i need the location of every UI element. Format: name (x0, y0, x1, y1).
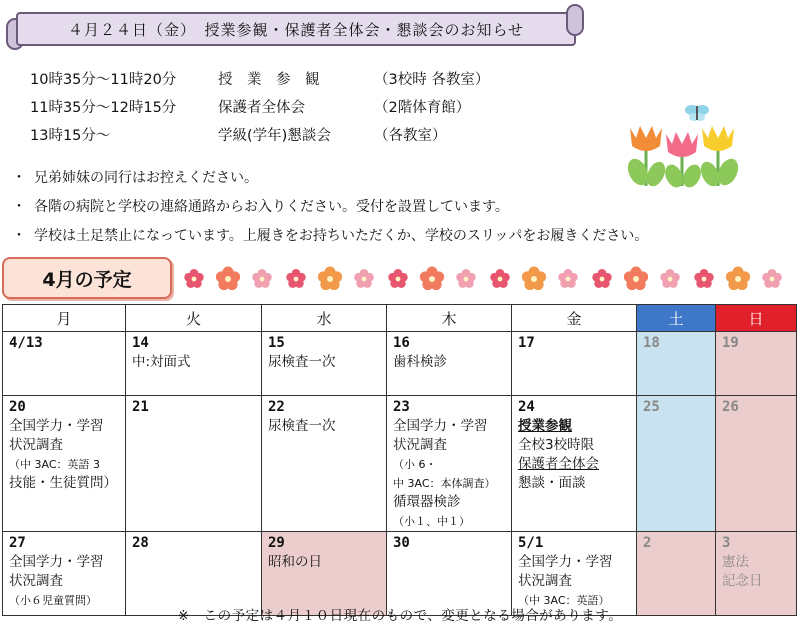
event-line: 全国学力・学習 (393, 418, 488, 434)
day-number: 25 (643, 399, 660, 415)
schedule-row (30, 94, 489, 122)
note-item (12, 222, 648, 251)
event-line: 全校3校時限 (518, 437, 595, 453)
flower-icon (318, 267, 342, 291)
event-line: 全国学力・学習 (9, 418, 104, 434)
event-line: 憲法 (722, 554, 749, 570)
calendar-day-cell (716, 532, 797, 616)
event-schedule (30, 66, 489, 150)
flower-icon (762, 269, 781, 288)
note-bullet: ・ (12, 170, 26, 186)
event-line: 状況調査 (393, 437, 447, 453)
notice-notes (12, 164, 648, 251)
flower-icon (286, 269, 305, 288)
schedule-row (30, 122, 489, 150)
day-number: 17 (518, 335, 535, 351)
event-line: 状況調査 (518, 573, 572, 589)
calendar-week-row (3, 532, 797, 616)
flower-icon (354, 269, 373, 288)
schedule-event: 授 業 参 観 (218, 72, 320, 88)
calendar-day-cell (512, 332, 637, 396)
event-line: 授業参観 (518, 418, 572, 434)
day-number: 18 (643, 335, 660, 351)
event-line: （小 6・ (393, 458, 437, 471)
day-number: 29 (268, 535, 285, 551)
schedule-row (30, 66, 489, 94)
calendar-week-row (3, 396, 797, 532)
day-number: 14 (132, 335, 149, 351)
flower-icon (252, 269, 271, 288)
calendar-day-cell (637, 332, 716, 396)
day-number: 4/13 (9, 335, 43, 351)
calendar-header-row (3, 305, 797, 332)
weekday-header: 火 (126, 305, 262, 332)
event-line: 全国学力・学習 (9, 554, 104, 570)
calendar-day-cell (3, 332, 126, 396)
weekday-header: 金 (512, 305, 637, 332)
banner-title: ４月２４日（金） 授業参観・保護者全体会・懇談会のお知らせ (16, 12, 576, 46)
flower-icon (726, 267, 750, 291)
calendar-day-cell (387, 332, 512, 396)
month-heading: 4月の予定 (2, 257, 172, 299)
flower-icon (216, 267, 240, 291)
calendar-day-cell (262, 332, 387, 396)
day-number: 26 (722, 399, 739, 415)
tulip-illustration (620, 96, 750, 188)
schedule-event: 学級(学年)懇談会 (218, 128, 331, 144)
schedule-event: 保護者全体会 (218, 100, 305, 116)
notice-banner (6, 4, 584, 52)
flower-icon (592, 269, 611, 288)
day-number: 5/1 (518, 535, 544, 551)
calendar-day-cell (637, 532, 716, 616)
event-line: 保護者全体会 (518, 456, 599, 472)
calendar-day-cell (637, 396, 716, 532)
day-number: 23 (393, 399, 410, 415)
flower-icon (388, 269, 407, 288)
note-bullet: ・ (12, 199, 26, 215)
footer-note: ※ この予定は４月１０日現在のもので、変更となる場合があります。 (177, 608, 623, 624)
event-line: （小１、中１） (393, 515, 470, 528)
note-text: 各階の病院と学校の連絡通路からお入りください。受付を設置しています。 (34, 199, 509, 215)
calendar-day-cell (3, 532, 126, 616)
day-number: 20 (9, 399, 26, 415)
schedule-time: 13時15分～ (30, 128, 111, 144)
schedule-place: （各教室） (374, 128, 447, 144)
weekday-header: 木 (387, 305, 512, 332)
butterfly-icon (685, 105, 709, 121)
flower-icon (694, 269, 713, 288)
calendar-day-cell (3, 396, 126, 532)
calendar-week-row (3, 332, 797, 396)
day-number: 16 (393, 335, 410, 351)
day-number: 21 (132, 399, 149, 415)
weekday-header-saturday: 土 (637, 305, 716, 332)
flower-icon (624, 267, 648, 291)
schedule-time: 10時35分～11時20分 (30, 72, 177, 88)
event-line: （中 3AC：英語） (518, 594, 610, 607)
april-calendar (2, 304, 797, 616)
flower-icon (420, 267, 444, 291)
weekday-header: 水 (262, 305, 387, 332)
calendar-day-cell (262, 532, 387, 616)
event-line: 歯科検診 (393, 354, 447, 370)
event-line: 循環器検診 (393, 494, 461, 510)
flower-border (178, 262, 788, 296)
scroll-curl-right (566, 4, 584, 36)
schedule-place: （2階体育館） (374, 100, 471, 116)
weekday-header-sunday: 日 (716, 305, 797, 332)
calendar-day-cell (716, 332, 797, 396)
event-line: 中:対面式 (132, 354, 191, 370)
flower-icon (660, 269, 679, 288)
day-number: 24 (518, 399, 535, 415)
event-line: 全国学力・学習 (518, 554, 613, 570)
calendar-day-cell (512, 396, 637, 532)
calendar-day-cell (126, 396, 262, 532)
note-item (12, 193, 648, 222)
flower-icon (522, 267, 546, 291)
note-text: 兄弟姉妹の同行はお控えください。 (34, 170, 258, 186)
schedule-time: 11時35分～12時15分 (30, 100, 177, 116)
calendar-day-cell (126, 332, 262, 396)
flower-icon (456, 269, 475, 288)
event-line: 懇談・面談 (518, 475, 586, 491)
event-line: 尿検査一次 (268, 354, 336, 370)
event-line: 昭和の日 (268, 554, 322, 570)
event-line: 記念日 (722, 573, 763, 589)
calendar-day-cell (387, 396, 512, 532)
day-number: 19 (722, 335, 739, 351)
day-number: 22 (268, 399, 285, 415)
note-bullet: ・ (12, 228, 26, 244)
schedule-place: （3校時 各教室） (374, 72, 490, 88)
event-line: （中 3AC：英語 3 (9, 458, 101, 471)
flower-icon (558, 269, 577, 288)
calendar-day-cell (387, 532, 512, 616)
flower-icon (490, 269, 509, 288)
calendar-day-cell (126, 532, 262, 616)
event-line: 中 3AC：本体調査） (393, 477, 496, 490)
event-line: （小６児童質問） (9, 594, 97, 607)
note-text: 学校は土足禁止になっています。上履きをお持ちいただくか、学校のスリッパをお履きください。 (34, 228, 649, 244)
weekday-header: 月 (3, 305, 126, 332)
event-line: 尿検査一次 (268, 418, 336, 434)
calendar-day-cell (512, 532, 637, 616)
day-number: 2 (643, 535, 652, 551)
day-number: 30 (393, 535, 410, 551)
flower-icon (184, 269, 203, 288)
event-line: 状況調査 (9, 437, 63, 453)
calendar-day-cell (716, 396, 797, 532)
event-line: 状況調査 (9, 573, 63, 589)
day-number: 27 (9, 535, 26, 551)
note-item (12, 164, 648, 193)
day-number: 3 (722, 535, 731, 551)
event-line: 技能・生徒質問） (9, 475, 117, 491)
day-number: 28 (132, 535, 149, 551)
day-number: 15 (268, 335, 285, 351)
calendar-day-cell (262, 396, 387, 532)
